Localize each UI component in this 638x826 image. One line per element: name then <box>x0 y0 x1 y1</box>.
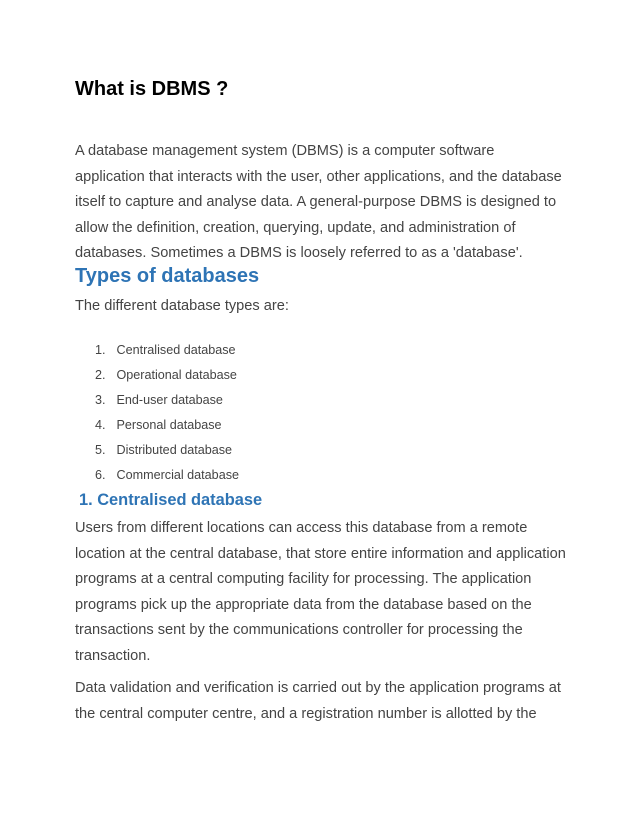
types-intro-text: The different database types are: <box>75 298 289 314</box>
list-item <box>95 363 239 388</box>
list-item <box>95 388 239 413</box>
list-label: Distributed database <box>116 443 233 457</box>
intro-paragraph: A database management system (DBMS) is a computer software application that interacts with the user, other applications, and the database itself to capture and analyse data. A general-purpose DBMS is designed to allow the definition, creation, querying, update, and administration of databases. Sometimes a DBMS is loosely referred to as a 'database'. <box>75 143 562 262</box>
list-label: Centralised database <box>116 343 236 357</box>
list-number: 2. <box>95 368 106 382</box>
list-item <box>95 463 239 488</box>
list-number: 4. <box>95 418 106 432</box>
types-heading: Types of databases <box>75 265 260 287</box>
centralised-heading: 1. Centralised database <box>79 491 263 509</box>
centralised-paragraph-1: Users from different locations can access this database from a remote location at the central database, that store entire information and application programs at a central computing facility for processing. The application programs pick up the appropriate data from the database based on the transactions sent by the communications controller for processing the transaction. <box>75 520 566 664</box>
list-number: 5. <box>95 443 106 457</box>
list-item <box>95 438 239 463</box>
database-types-list <box>95 338 239 488</box>
list-item <box>95 338 239 363</box>
list-label: Commercial database <box>116 468 239 482</box>
list-label: End-user database <box>116 393 223 407</box>
page-title: What is DBMS ? <box>75 78 229 100</box>
centralised-paragraph-2: Data validation and verification is carried out by the application programs at the central computer centre, and a registration number is allotted by the <box>75 680 561 722</box>
list-number: 6. <box>95 468 106 482</box>
list-number: 1. <box>95 343 106 357</box>
list-label: Operational database <box>116 368 237 382</box>
list-label: Personal database <box>116 418 222 432</box>
list-item <box>95 413 239 438</box>
list-number: 3. <box>95 393 106 407</box>
